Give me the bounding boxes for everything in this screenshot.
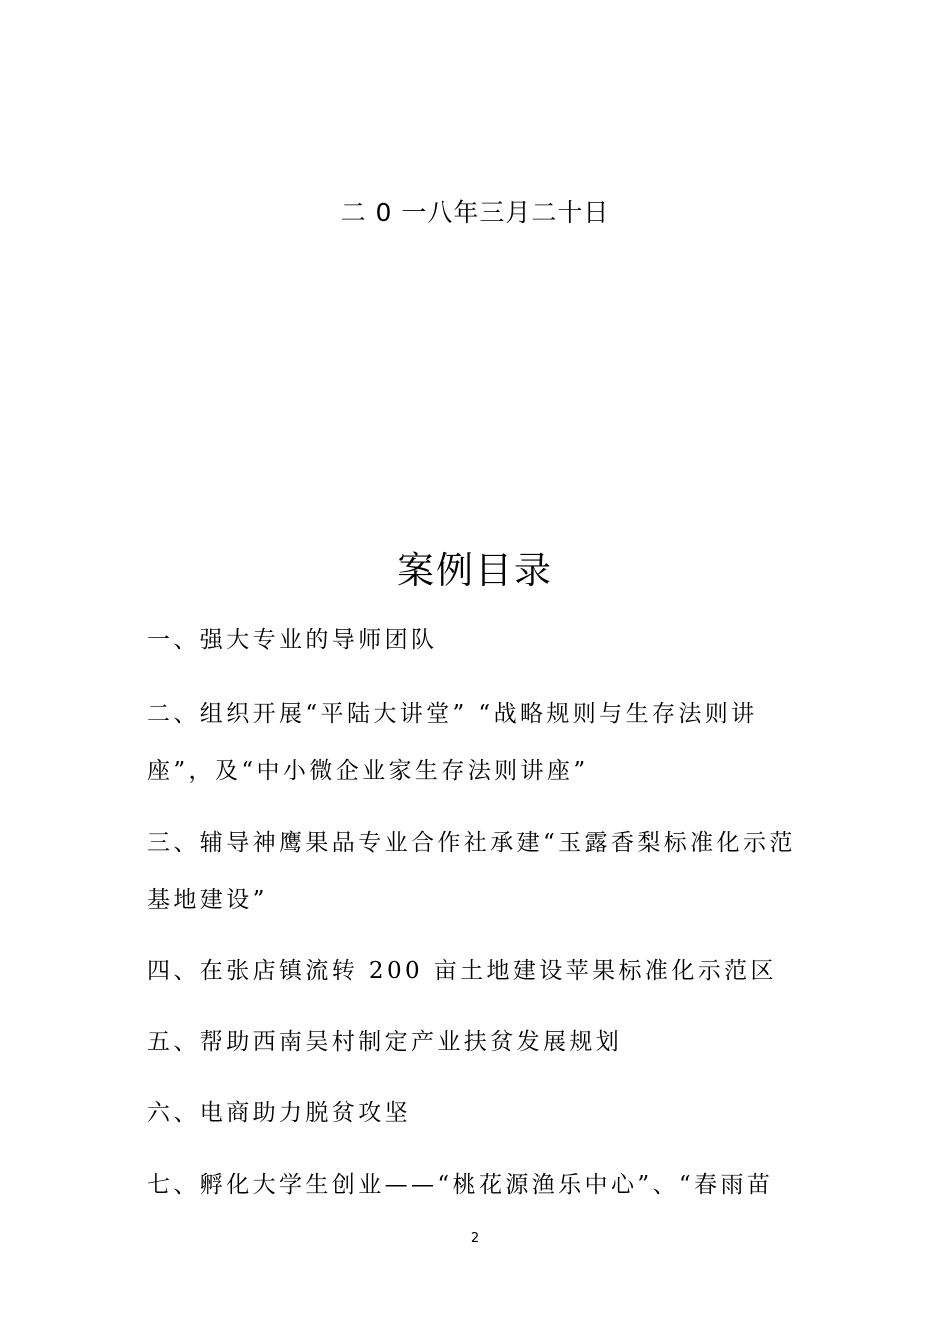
- toc-entry-line: 二、组织开展“平陆大讲堂” “战略规则与生存法则讲: [147, 701, 758, 727]
- toc-entry-1: [147, 620, 437, 661]
- toc-entry-4: [147, 951, 777, 992]
- page-number: 2: [470, 1231, 480, 1246]
- toc-entry-line: 六、电商助力脱贫攻坚: [147, 1100, 411, 1126]
- toc-entry-6: [147, 1093, 411, 1134]
- toc-entry-line: 三、辅导神鹰果品专业合作社承建“玉露香梨标准化示范: [147, 830, 796, 856]
- toc-entry-7: [147, 1165, 773, 1206]
- toc-title: 案例目录: [397, 549, 553, 592]
- toc-entry-line: 四、在张店镇流转 200 亩土地建设苹果标准化示范区: [147, 958, 777, 984]
- toc-entry-5: [147, 1022, 622, 1063]
- toc-entry-2: [147, 694, 758, 792]
- toc-entry-line: 座”，及“中小微企业家生存法则讲座”: [147, 758, 589, 784]
- toc-entry-line: 五、帮助西南吴村制定产业扶贫发展规划: [147, 1029, 623, 1055]
- toc-entry-line: 七、孵化大学生创业——“桃花源渔乐中心”、“春雨苗: [147, 1172, 774, 1198]
- toc-entry-line: 一、强大专业的导师团队: [147, 627, 438, 653]
- document-date: 二 0 一八年三月二十日: [340, 198, 610, 227]
- toc-entry-3: [147, 823, 796, 921]
- toc-entry-line: 基地建设”: [147, 887, 268, 913]
